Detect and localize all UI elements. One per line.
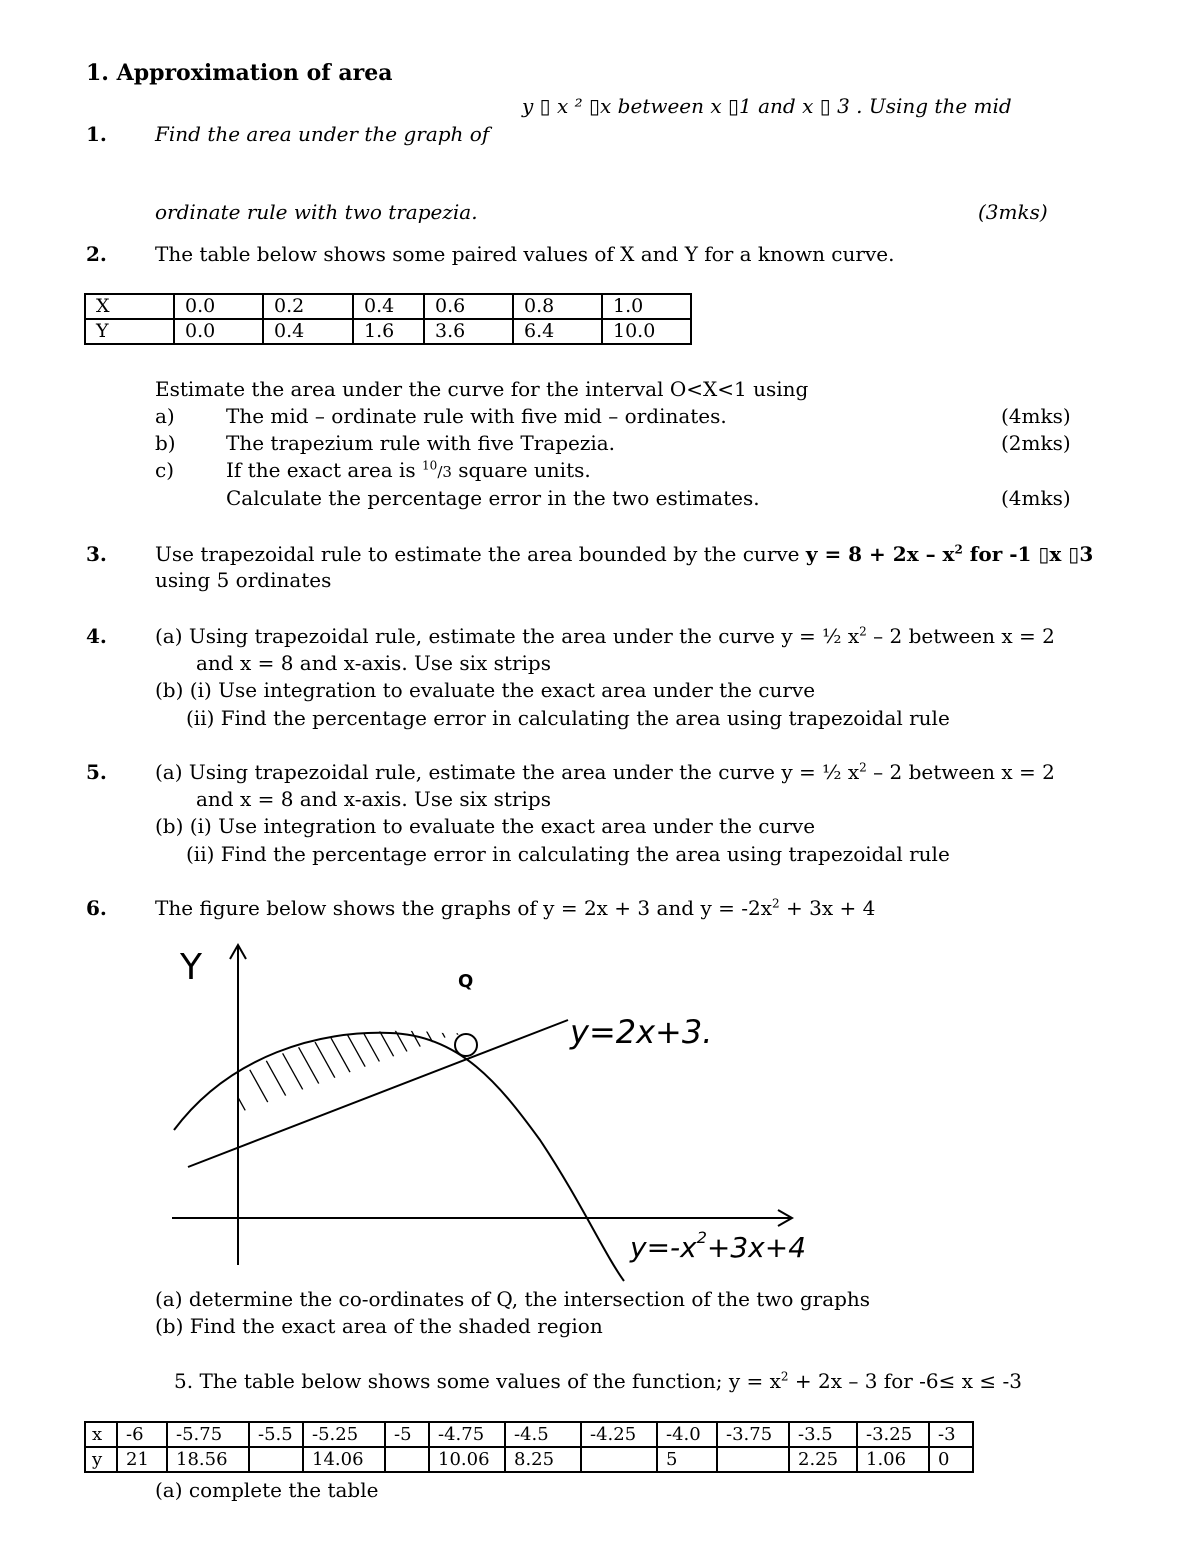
part-c-post: square units. <box>451 458 591 482</box>
table-cell: X <box>85 294 174 319</box>
table-cell <box>385 1447 429 1472</box>
graph-figure <box>160 935 860 1285</box>
table-cell: 0.0 <box>174 319 263 344</box>
table-cell: x <box>85 1422 117 1447</box>
table-cell: 0.0 <box>174 294 263 319</box>
part-a-text: The mid – ordinate rule with five mid – ordinates. <box>226 404 727 428</box>
table-cell <box>581 1447 657 1472</box>
part-a-label: a) <box>155 404 175 428</box>
table-cell: 21 <box>117 1447 167 1472</box>
page-title: 1. Approximation of area <box>86 60 393 86</box>
question-6-part-a: (a) determine the co-ordinates of Q, the intersection of the two graphs <box>155 1287 871 1311</box>
table-cell: -5 <box>385 1422 429 1447</box>
part-c-text <box>226 458 591 482</box>
part-c-marks: (4mks) <box>1001 486 1071 510</box>
table-cell: 1.0 <box>602 294 691 319</box>
table-cell: -5.5 <box>249 1422 303 1447</box>
question-1-number: 1. <box>86 122 107 146</box>
table-cell: 8.25 <box>505 1447 581 1472</box>
question-3-curve: y = 8 + 2x – x <box>805 542 955 566</box>
question-5-line-2: and x = 8 and x-axis. Use six strips <box>196 787 551 811</box>
question-6-text <box>155 896 875 920</box>
table-cell: -3.25 <box>857 1422 929 1447</box>
question-3-exponent: 2 <box>954 542 963 557</box>
question-6-pre: The figure below shows the graphs of y = 2x + 3 and y = -2x <box>155 896 773 920</box>
question-7-pre: 5. The table below shows some values of the function; y = x <box>174 1369 781 1393</box>
table-cell: 0.8 <box>513 294 602 319</box>
question-5-line-3: (b) (i) Use integration to evaluate the exact area under the curve <box>155 814 816 838</box>
question-4-line-1-post: – 2 between x = 2 <box>866 624 1055 648</box>
question-6-number: 6. <box>86 896 107 920</box>
question-5-number: 5. <box>86 760 107 784</box>
curve-label <box>629 1228 806 1264</box>
question-3-number: 3. <box>86 542 107 566</box>
part-b-marks: (2mks) <box>1001 431 1071 455</box>
question-3-interval: for -1 ▯x ▯3 <box>962 542 1094 566</box>
question-6-part-b: (b) Find the exact area of the shaded region <box>155 1314 603 1338</box>
fraction-denominator: /3 <box>437 463 452 481</box>
table-row <box>85 1447 973 1472</box>
xy-table <box>84 293 692 345</box>
question-5-line-1 <box>155 760 1055 784</box>
table-cell: 0 <box>929 1447 973 1472</box>
question-4-line-1 <box>155 624 1055 648</box>
curve-label-post: +3x+4 <box>706 1231 807 1264</box>
question-7-text <box>174 1369 1022 1393</box>
table-cell <box>249 1447 303 1472</box>
table-cell: 18.56 <box>167 1447 249 1472</box>
table-cell: -6 <box>117 1422 167 1447</box>
table-cell <box>717 1447 789 1472</box>
part-a-marks: (4mks) <box>1001 404 1071 428</box>
question-7-exponent: 2 <box>780 1369 789 1384</box>
table-row <box>85 319 691 344</box>
shaded-region <box>220 1003 494 1155</box>
part-b-text: The trapezium rule with five Trapezia. <box>226 431 616 455</box>
question-1-marks: (3mks) <box>978 200 1048 224</box>
question-4-line-1-pre: (a) Using trapezoidal rule, estimate the area under the curve y = ½ x <box>155 624 860 648</box>
table-cell: 0.2 <box>263 294 353 319</box>
table-cell: 1.06 <box>857 1447 929 1472</box>
question-7-post: + 2x – 3 for -6≤ x ≤ -3 <box>788 1369 1022 1393</box>
question-5-line-4: (ii) Find the percentage error in calculating the area using trapezoidal rule <box>186 842 950 866</box>
question-4-line-4: (ii) Find the percentage error in calculating the area using trapezoidal rule <box>186 706 950 730</box>
part-c-pre: If the exact area is <box>226 458 423 482</box>
q-label: Q <box>458 971 474 992</box>
table-cell: -5.75 <box>167 1422 249 1447</box>
function-table <box>84 1421 974 1473</box>
table-cell: 0.4 <box>353 294 424 319</box>
question-5-line-1-post: – 2 between x = 2 <box>866 760 1055 784</box>
question-2-intro: The table below shows some paired values of X and Y for a known curve. <box>155 242 895 266</box>
question-1-formula: y ▯ x ² ▯x between x ▯1 and x ▯ 3 . Using the mid <box>522 94 1012 118</box>
question-5-exponent: 2 <box>859 760 867 775</box>
table-cell: 2.25 <box>789 1447 857 1472</box>
table-cell: -4.0 <box>657 1422 717 1447</box>
question-6-exponent: 2 <box>772 896 780 911</box>
question-5-line-1-pre: (a) Using trapezoidal rule, estimate the area under the curve y = ½ x <box>155 760 860 784</box>
question-3-text <box>155 542 1093 566</box>
table-cell: 3.6 <box>424 319 513 344</box>
parabola-graph <box>174 1033 624 1281</box>
table-cell: 10.06 <box>429 1447 505 1472</box>
table-cell: 0.6 <box>424 294 513 319</box>
table-row <box>85 294 691 319</box>
table-cell: Y <box>85 319 174 344</box>
curve-label-pre: y=-x <box>630 1231 697 1264</box>
table-cell: y <box>85 1447 117 1472</box>
question-4-number: 4. <box>86 624 107 648</box>
question-7-part-a: (a) complete the table <box>155 1478 379 1502</box>
y-axis-label: Y <box>180 947 202 988</box>
part-c-line-2: Calculate the percentage error in the two estimates. <box>226 486 760 510</box>
table-cell: 1.6 <box>353 319 424 344</box>
table-cell: -4.75 <box>429 1422 505 1447</box>
table-cell: 6.4 <box>513 319 602 344</box>
curve-label-exponent: 2 <box>696 1228 707 1247</box>
question-3-pre: Use trapezoidal rule to estimate the area bounded by the curve <box>155 542 806 566</box>
table-cell: 14.06 <box>303 1447 385 1472</box>
table-cell: -3.75 <box>717 1422 789 1447</box>
question-2-estimate: Estimate the area under the curve for the interval O<X<1 using <box>155 377 809 401</box>
question-4-line-3: (b) (i) Use integration to evaluate the exact area under the curve <box>155 678 816 702</box>
table-cell: 5 <box>657 1447 717 1472</box>
table-cell: 0.4 <box>263 319 353 344</box>
intersection-marker <box>455 1034 477 1056</box>
question-2-number: 2. <box>86 242 107 266</box>
question-1-text-2: ordinate rule with two trapezia. <box>155 200 478 224</box>
table-cell: -3 <box>929 1422 973 1447</box>
question-4-exponent: 2 <box>859 624 867 639</box>
question-3-line-2: using 5 ordinates <box>155 568 332 592</box>
table-cell: -4.5 <box>505 1422 581 1447</box>
fraction-numerator: 10 <box>422 458 438 473</box>
table-cell: -3.5 <box>789 1422 857 1447</box>
table-cell: 10.0 <box>602 319 691 344</box>
table-cell: -5.25 <box>303 1422 385 1447</box>
question-1-text: Find the area under the graph of <box>155 122 490 146</box>
part-b-label: b) <box>155 431 176 455</box>
question-6-post: + 3x + 4 <box>779 896 876 920</box>
part-c-label: c) <box>155 458 175 482</box>
table-cell: -4.25 <box>581 1422 657 1447</box>
line-label: y=2x+3. <box>570 1013 713 1051</box>
line-graph <box>188 1020 568 1167</box>
question-4-line-2: and x = 8 and x-axis. Use six strips <box>196 651 551 675</box>
table-row <box>85 1422 973 1447</box>
